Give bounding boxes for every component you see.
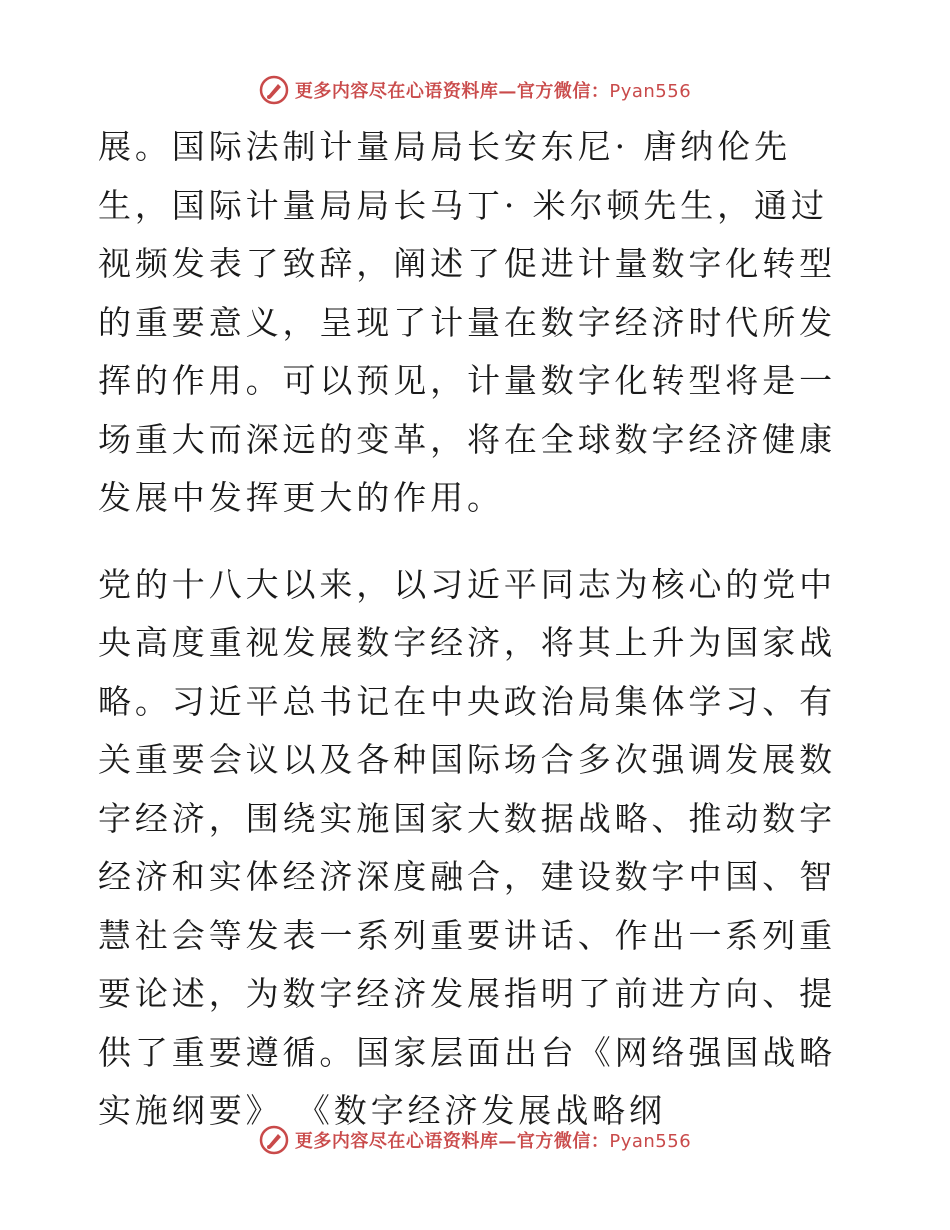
document-body <box>98 118 858 1141</box>
paragraph-2: 党的十八大以来，以习近平同志为核心的党中央高度重视发展数字经济，将其上升为国家战略。习近平总书记在中央政治局集体学习、有关重要会议以及各种国际场合多次强调发展数字经济，围绕实施国家大数据战略、推动数字经济和实体经济深度融合，建设数字中国、智慧社会等发表一系列重要讲话、作出一系列重要论述，为数字经济发展指明了前进方向、提供了重要遵循。国家层面出台《网络强国战略实施纲要》 《数字经济发展战略纲 <box>98 564 836 1130</box>
watermark-text: 更多内容尽在心语资料库—官方微信：Pyan556 <box>294 81 692 102</box>
header-watermark <box>0 70 950 110</box>
paragraph-1: 展。国际法制计量局局长安东尼· 唐纳伦先生，国际计量局局长马丁· 米尔顿先生，通过视频发表了致辞，阐述了促进计量数字化转型的重要意义，呈现了计量在数字经济时代所发挥的作用。可以预见，计量数字化转型将是一场重大而深远的变革，将在全球数字经济健康发展中发挥更大的作用。 <box>98 127 836 517</box>
pen-nib-seal-icon <box>259 1125 289 1155</box>
watermark-text: 更多内容尽在心语资料库—官方微信：Pyan556 <box>294 1131 692 1152</box>
footer-watermark <box>0 1120 950 1160</box>
pen-nib-seal-icon <box>259 75 289 105</box>
